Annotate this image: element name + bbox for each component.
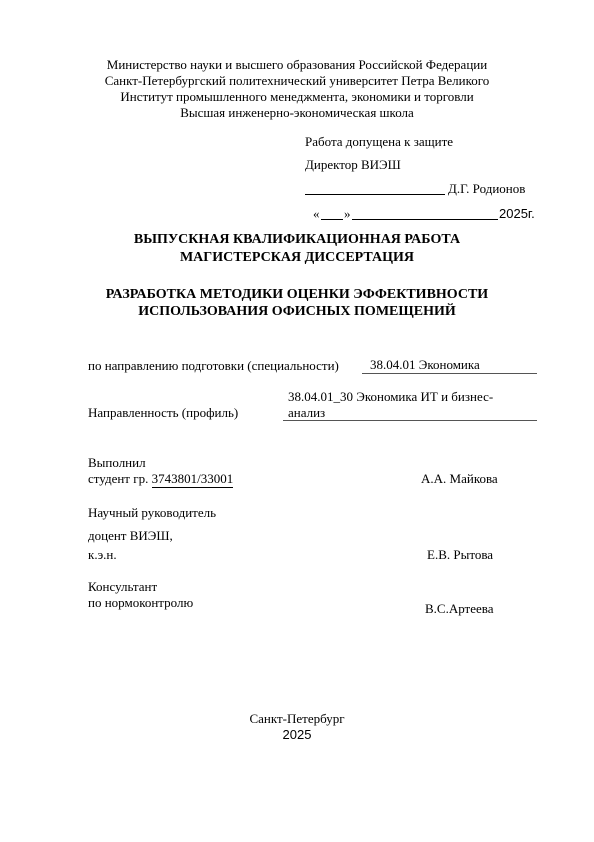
author-group-number: 3743801/33001: [151, 471, 234, 486]
profile-value-line1: 38.04.01_30 Экономика ИТ и бизнес-: [288, 389, 494, 404]
profile-underline: [283, 420, 537, 421]
work-type-title: ВЫПУСКНАЯ КВАЛИФИКАЦИОННАЯ РАБОТА: [133, 232, 461, 247]
supervisor-label1: Научный руководитель: [88, 505, 217, 520]
consultant-label1: Консультант: [88, 579, 158, 594]
ministry-line: Министерство науки и высшего образования Российской Федерации: [106, 57, 488, 72]
topic-title-line1: РАЗРАБОТКА МЕТОДИКИ ОЦЕНКИ ЭФФЕКТИВНОСТИ: [105, 287, 489, 302]
institute-line: Институт промышленного менеджмента, экономики и торговли: [120, 89, 474, 104]
author-name: А.А. Майкова: [421, 471, 498, 486]
date-year: 2025г.: [499, 206, 535, 221]
topic-title-line2: ИСПОЛЬЗОВАНИЯ ОФИСНЫХ ПОМЕЩЕНИЙ: [138, 304, 456, 319]
supervisor-name: Е.В. Рытова: [427, 547, 494, 562]
direction-underline: [362, 373, 537, 374]
profile-label: Направленность (профиль): [88, 405, 239, 420]
director-name: Д.Г. Родионов: [448, 181, 526, 196]
consultant-name: В.С.Артеева: [425, 601, 494, 616]
direction-label: по направлению подготовки (специальности): [88, 358, 339, 373]
author-label1: Выполнил: [88, 455, 146, 470]
supervisor-label3: к.э.н.: [88, 547, 117, 562]
school-line: Высшая инженерно-экономическая школа: [180, 105, 414, 120]
degree-title: МАГИСТЕРСКАЯ ДИССЕРТАЦИЯ: [179, 250, 415, 265]
approval-admitted: Работа допущена к защите: [305, 134, 454, 149]
university-line: Санкт-Петербургский политехнический университет Петра Великого: [104, 73, 490, 88]
author-label2: [88, 471, 233, 488]
footer-year: 2025: [282, 727, 312, 742]
consultant-label2: по нормоконтролю: [88, 595, 194, 610]
footer-city: Санкт-Петербург: [249, 711, 345, 726]
approval-director: Директор ВИЭШ: [305, 157, 401, 172]
profile-value-line2: анализ: [288, 405, 326, 420]
signature-line: [305, 194, 445, 195]
author-group-prefix: студент гр.: [88, 471, 149, 486]
date-quote-close: »: [344, 206, 351, 221]
supervisor-label2: доцент ВИЭШ,: [88, 528, 173, 543]
date-quote-open: «: [313, 206, 320, 221]
date-month-line: [352, 219, 498, 220]
direction-value: 38.04.01 Экономика: [370, 357, 480, 372]
date-day-line: [321, 219, 343, 220]
